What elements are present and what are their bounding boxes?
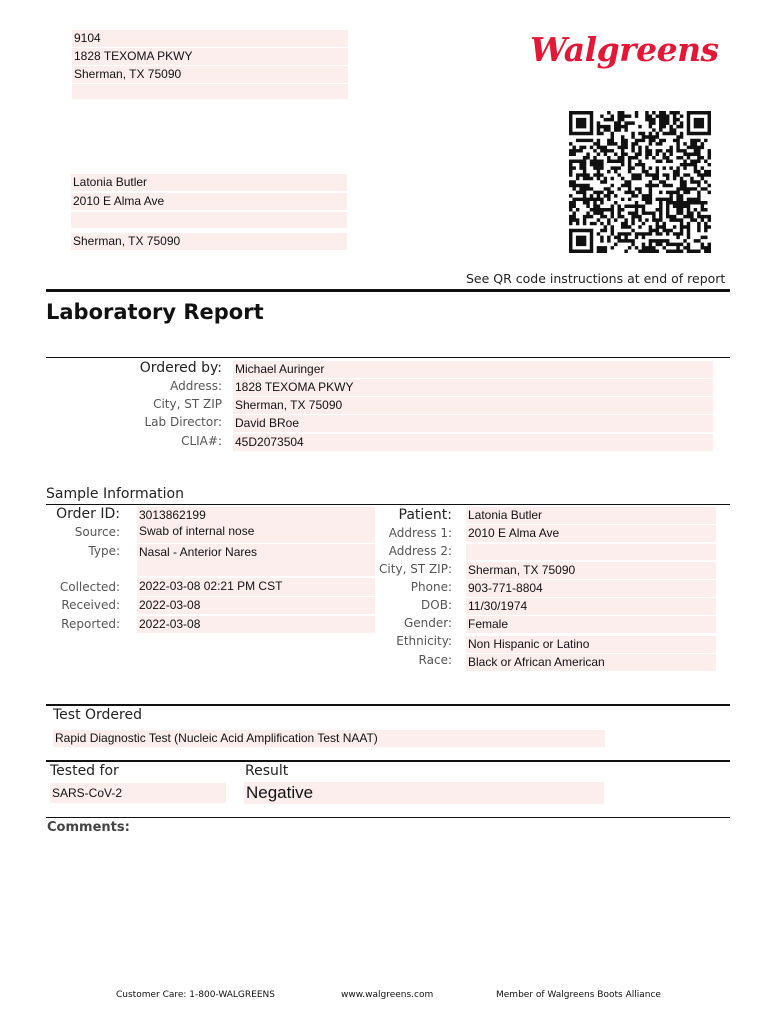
recipient-name: Latonia Butler <box>71 174 347 191</box>
received-label: Received: <box>61 598 120 612</box>
patient-label: Patient: <box>398 507 452 523</box>
reported-value: 2022-03-08 <box>137 616 375 633</box>
order-id-label: Order ID: <box>56 506 120 522</box>
order-id-value: 3013862199 <box>137 507 375 524</box>
ordered-by-label: Ordered by: <box>139 360 222 376</box>
qr-note: See QR code instructions at end of report <box>466 271 726 286</box>
tested-for-heading: Tested for <box>50 763 119 779</box>
recipient-city: Sherman, TX 75090 <box>71 233 347 250</box>
race-label: Race: <box>418 653 452 667</box>
lab-director-label: Lab Director: <box>144 415 222 429</box>
comments-label: Comments: <box>47 820 130 835</box>
received-value: 2022-03-08 <box>137 597 375 614</box>
city-value: Sherman, TX 75090 <box>233 397 713 414</box>
phone-label: Phone: <box>410 580 452 594</box>
gender-label: Gender: <box>403 616 452 630</box>
store-street: 1828 TEXOMA PKWY <box>72 48 348 65</box>
divider-sample <box>46 504 730 505</box>
patient-city-label: City, ST ZIP: <box>379 562 452 576</box>
address2-value <box>466 544 716 560</box>
type-value: Nasal - Anterior Nares <box>137 544 375 562</box>
store-line4 <box>72 84 348 99</box>
test-ordered-heading: Test Ordered <box>53 707 142 723</box>
city-label: City, ST ZIP <box>153 397 222 411</box>
type-label: Type: <box>88 544 120 558</box>
patient-city-value: Sherman, TX 75090 <box>466 562 716 579</box>
result-value: Negative <box>244 782 604 804</box>
divider-result <box>46 760 730 762</box>
address-label: Address: <box>170 379 222 393</box>
test-ordered-value: Rapid Diagnostic Test (Nucleic Acid Amplification Test NAAT) <box>53 730 605 747</box>
divider-ordered <box>46 357 730 358</box>
divider-comments <box>46 817 730 818</box>
source-label: Source: <box>74 525 120 539</box>
dob-label: DOB: <box>421 598 452 612</box>
lab-director-value: David BRoe <box>233 415 713 432</box>
ordered-by-value: Michael Auringer <box>233 361 713 378</box>
walgreens-logo: Walgreens <box>530 30 719 69</box>
sample-heading: Sample Information <box>46 486 184 502</box>
clia-value: 45D2073504 <box>233 434 713 451</box>
footer-site[interactable]: www.walgreens.com <box>341 990 434 1000</box>
store-number: 9104 <box>72 30 348 47</box>
patient-name: Latonia Butler <box>466 507 716 524</box>
divider-top <box>46 289 730 292</box>
address1-value: 2010 E Alma Ave <box>466 525 716 542</box>
address-value: 1828 TEXOMA PKWY <box>233 379 713 396</box>
store-city: Sherman, TX 75090 <box>72 66 348 83</box>
qr-code-icon <box>569 111 711 253</box>
ethnicity-value: Non Hispanic or Latino <box>466 636 716 653</box>
address1-label: Address 1: <box>388 526 452 540</box>
collected-label: Collected: <box>59 580 120 594</box>
collected-value: 2022-03-08 02:21 PM CST <box>137 578 375 596</box>
footer-care: Customer Care: 1-800-WALGREENS <box>116 990 275 1000</box>
gender-value: Female <box>466 616 716 633</box>
reported-label: Reported: <box>61 617 120 631</box>
report-title: Laboratory Report <box>46 300 264 324</box>
recipient-line3 <box>71 212 347 228</box>
type-line2 <box>137 562 375 576</box>
source-value: Swab of internal nose <box>137 523 375 543</box>
dob-value: 11/30/1974 <box>466 598 716 615</box>
clia-label: CLIA#: <box>181 434 222 448</box>
address2-label: Address 2: <box>388 544 452 558</box>
footer-member: Member of Walgreens Boots Alliance <box>496 990 661 1000</box>
ethnicity-label: Ethnicity: <box>396 634 452 648</box>
race-value: Black or African American <box>466 654 716 671</box>
recipient-street: 2010 E Alma Ave <box>71 193 347 210</box>
tested-for-value: SARS-CoV-2 <box>50 783 226 803</box>
divider-test <box>46 704 730 706</box>
result-heading: Result <box>245 763 289 779</box>
phone-value: 903-771-8804 <box>466 580 716 597</box>
